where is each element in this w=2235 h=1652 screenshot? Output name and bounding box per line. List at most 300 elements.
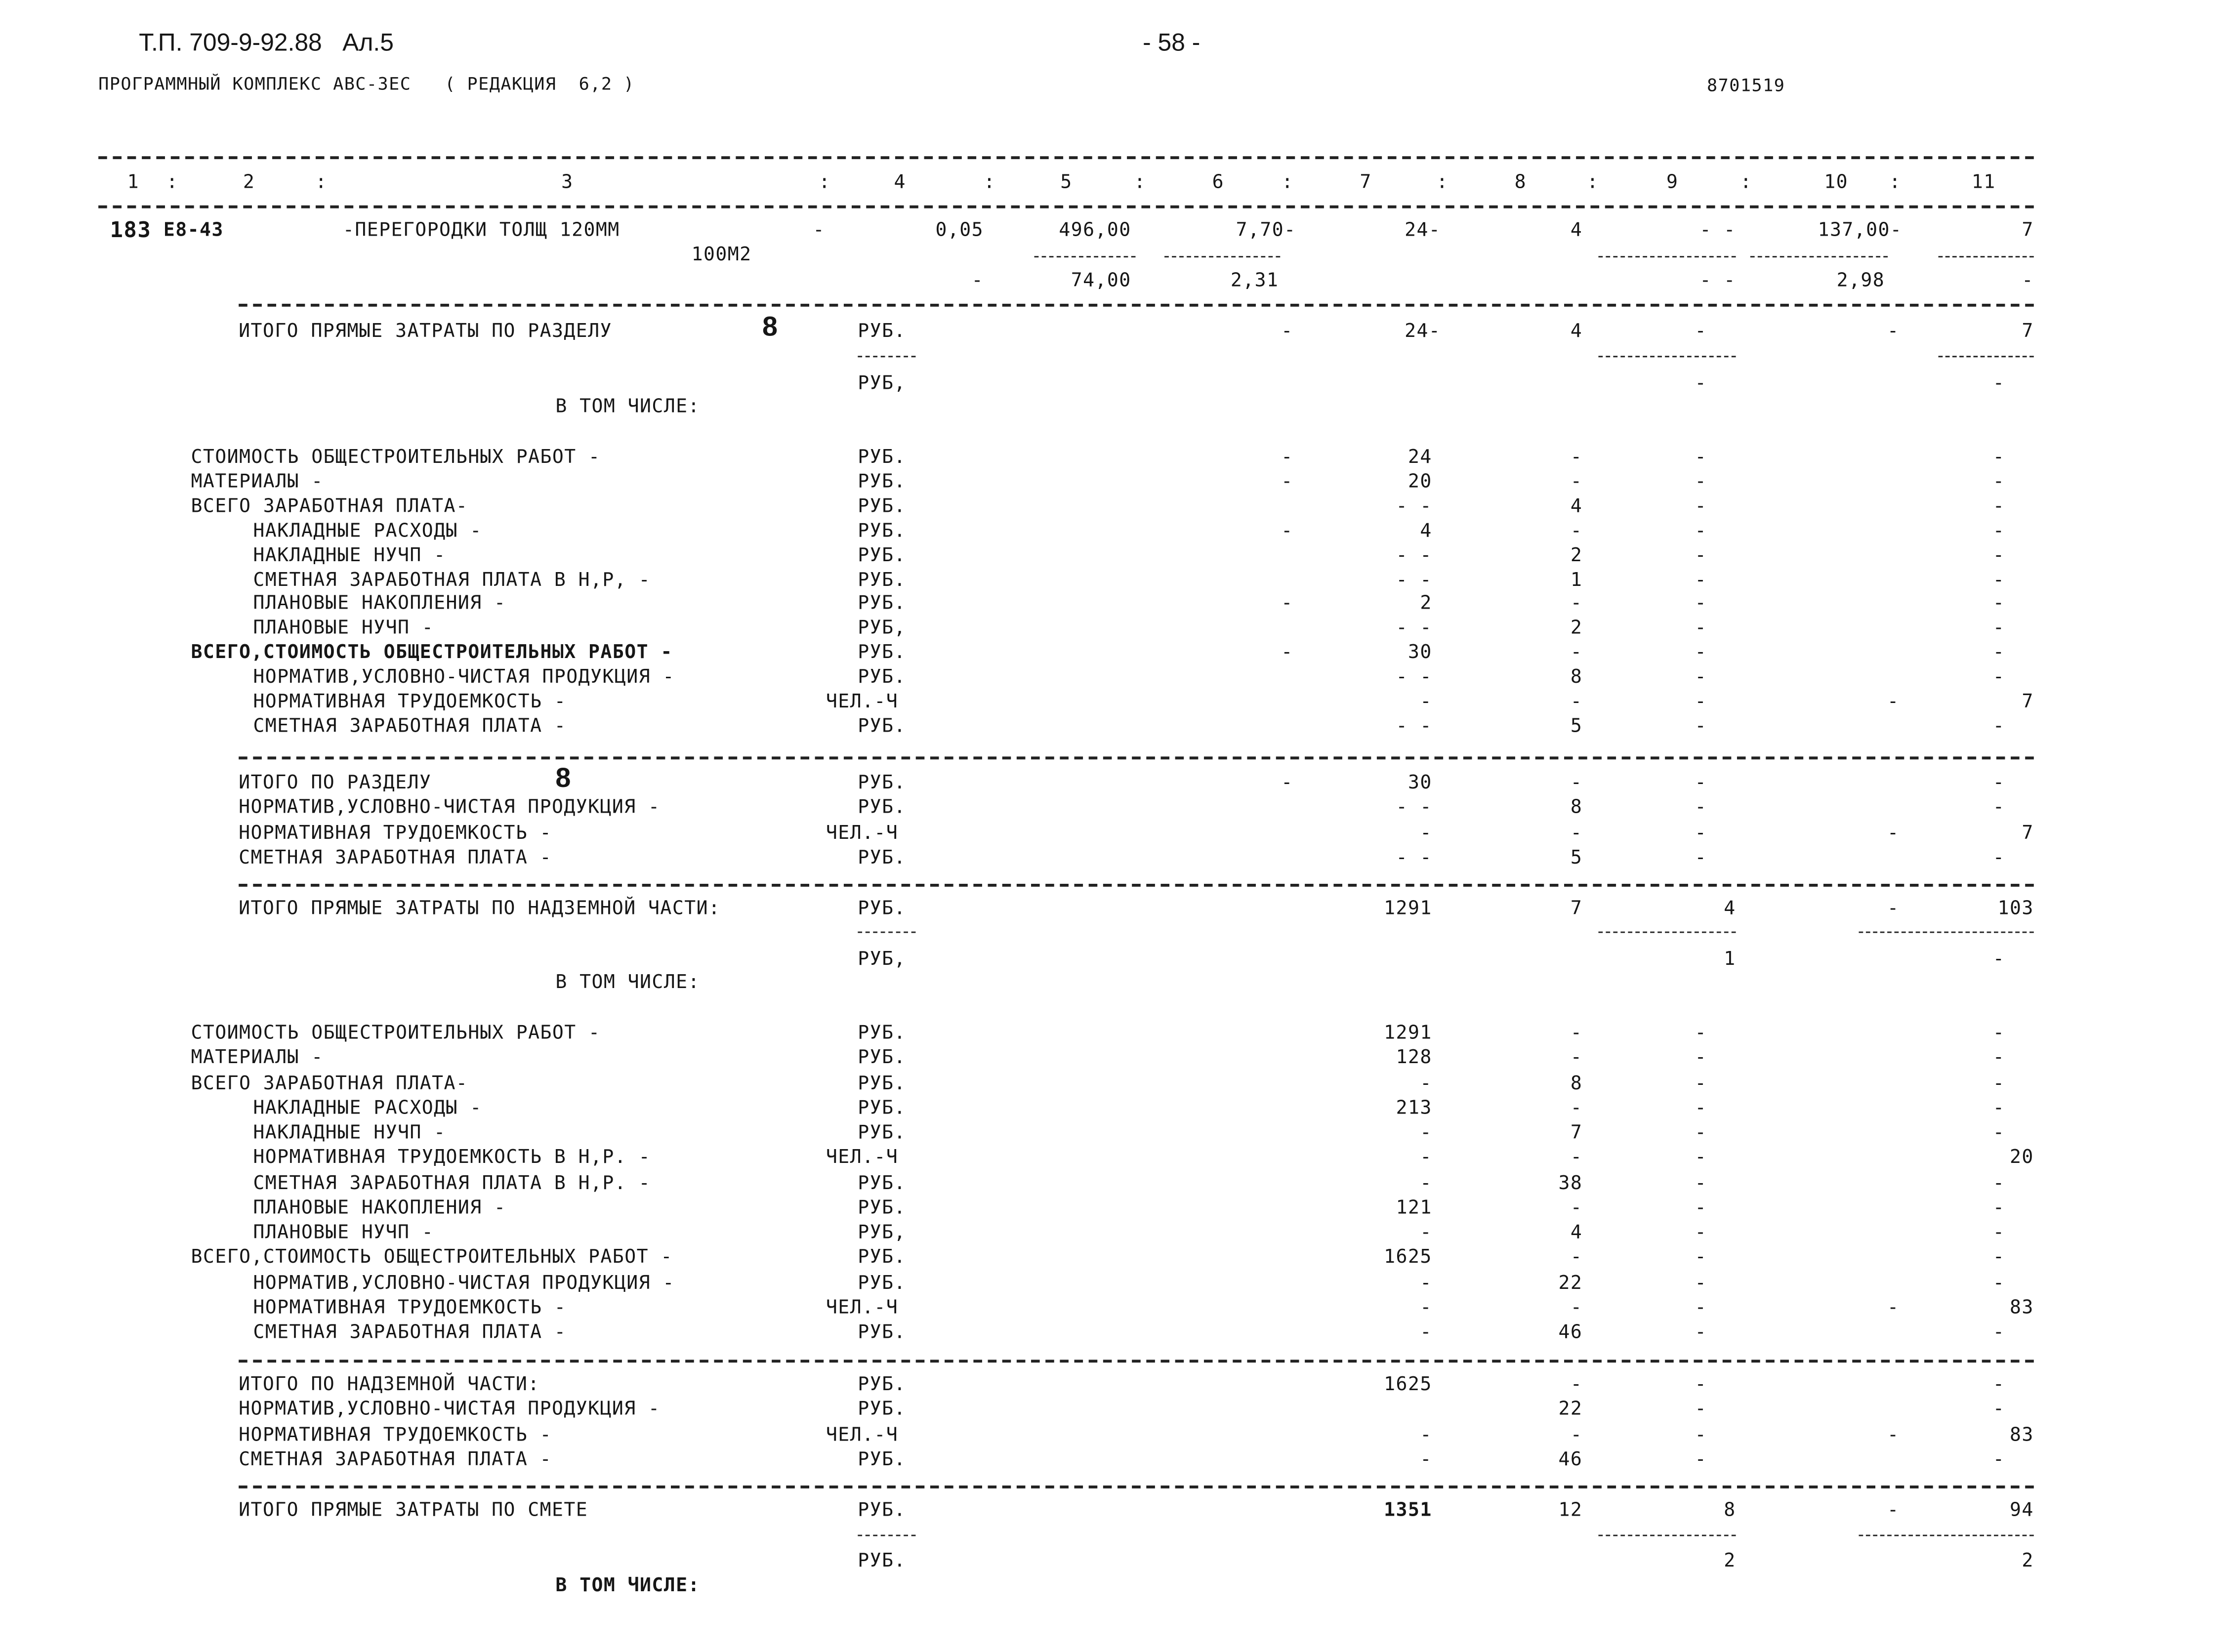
section-total-unit: РУБ. <box>858 321 906 343</box>
breakdown-row-unit: РУБ. <box>858 642 906 664</box>
estimate-total-col11-b: 2 <box>2022 1550 2034 1572</box>
above-breakdown-row-label: ПЛАНОВЫЕ НУЧП - <box>253 1222 434 1244</box>
above-breakdown-row-unit: РУБ, <box>858 1222 906 1244</box>
estimate-total-col9: 8 <box>1724 1500 1736 1522</box>
above-breakdown-row-col7: 1625 <box>1384 1247 1432 1269</box>
breakdown-row-unit: РУБ. <box>858 569 906 591</box>
above-breakdown-row-col9: - <box>1695 1272 1707 1294</box>
section-totals-row-section-number: 8 <box>555 763 572 794</box>
section-number: 8 <box>762 312 779 343</box>
above-breakdown-row-unit: РУБ. <box>858 1247 906 1269</box>
section-total-col11: 7 <box>2022 321 2034 343</box>
breakdown-row-col9: - <box>1695 716 1707 738</box>
above-breakdown-row-col8: - <box>1570 1047 1583 1070</box>
breakdown-row-unit: РУБ. <box>858 667 906 689</box>
above-breakdown-row-unit: ЧЕЛ.-Ч <box>826 1147 899 1169</box>
breakdown-row-unit: РУБ. <box>858 593 906 616</box>
section-totals-row-col9: - <box>1695 822 1707 844</box>
breakdown-row-label: НОРМАТИВ,УСЛОВНО-ЧИСТАЯ ПРОДУКЦИЯ - <box>253 667 675 689</box>
section-totals-row-col8: 8 <box>1570 797 1583 820</box>
above-totals-row-col8: 46 <box>1558 1449 1583 1471</box>
section-totals-row-unit: РУБ. <box>858 797 906 820</box>
item-machine-b: - - <box>1699 270 1736 292</box>
above-breakdown-row-col9: - <box>1695 1023 1707 1045</box>
breakdown-row-unit: РУБ. <box>858 447 906 469</box>
above-breakdown-row-label: НОРМАТИВНАЯ ТРУДОЕМКОСТЬ В Н,Р. - <box>253 1147 651 1169</box>
above-breakdown-row-col9: - <box>1695 1122 1707 1145</box>
section-totals-row-label: ИТОГО ПО РАЗДЕЛУ <box>239 772 432 794</box>
header-bottom-rule <box>98 206 2034 208</box>
above-breakdown-row-label: НОРМАТИВ,УСЛОВНО-ЧИСТАЯ ПРОДУКЦИЯ - <box>253 1272 675 1294</box>
above-breakdown-row-col8: 46 <box>1558 1322 1583 1344</box>
document-title: Т.П. 709-9-92.88 Ал.5 <box>139 29 394 57</box>
breakdown-row-col9: - <box>1695 593 1707 616</box>
breakdown-row-col9: - <box>1695 618 1707 640</box>
column-header-4: 4 <box>894 172 906 194</box>
breakdown-row-col8: 1 <box>1570 569 1583 591</box>
item-unit: 100М2 <box>691 244 752 266</box>
item-labour-rate: 137,00- <box>1818 220 1903 242</box>
item-unit-cost: 496,00 <box>1059 220 1131 242</box>
above-breakdown-row-col11: 20 <box>2009 1147 2034 1169</box>
above-totals-row-col11: 83 <box>2009 1424 2034 1446</box>
above-totals-row-col7: 1625 <box>1384 1374 1432 1396</box>
breakdown-row-col8: 2 <box>1570 544 1583 567</box>
above-breakdown-row-col7: 121 <box>1396 1197 1432 1219</box>
breakdown-row-col11: - <box>1992 520 2005 542</box>
above-breakdown-row-col7: - <box>1420 1172 1432 1195</box>
section-totals-row-col11: - <box>1992 797 2005 820</box>
column-header-11: 11 <box>1971 172 1996 194</box>
item-code: E8-43 <box>163 220 224 242</box>
breakdown-row-col7: 2 <box>1420 593 1432 616</box>
section-total-unit-b: РУБ, <box>858 373 906 395</box>
above-breakdown-row-col9: - <box>1695 1322 1707 1344</box>
above-breakdown-row-unit: РУБ. <box>858 1172 906 1195</box>
above-totals-row-col8: 22 <box>1558 1399 1583 1421</box>
breakdown-row-col11: - <box>1992 471 2005 494</box>
above-breakdown-row-col7: 213 <box>1396 1097 1432 1119</box>
section-totals-row-col8: 5 <box>1570 847 1583 869</box>
estimate-total-label: ИТОГО ПРЯМЫЕ ЗАТРАТЫ ПО СМЕТЕ <box>239 1500 588 1522</box>
breakdown-row-col9: - <box>1695 496 1707 518</box>
column-header-1: 1 <box>127 172 140 194</box>
section-totals-row-col7: - - <box>1396 847 1432 869</box>
item-labour-b: - <box>2022 270 2034 292</box>
above-totals-row-unit: РУБ. <box>858 1449 906 1471</box>
breakdown-row-col6: - <box>1281 447 1293 469</box>
breakdown-row-col11: - <box>1992 593 2005 616</box>
above-totals-row-unit: РУБ. <box>858 1374 906 1396</box>
breakdown-row-col10: - <box>1887 691 1900 713</box>
section-totals-row-col9: - <box>1695 797 1707 820</box>
above-breakdown-row-col9: - <box>1695 1297 1707 1319</box>
above-totals-row-label: НОРМАТИВ,УСЛОВНО-ЧИСТАЯ ПРОДУКЦИЯ - <box>239 1399 661 1421</box>
breakdown-row-col7: - - <box>1396 496 1432 518</box>
above-breakdown-row-col9: - <box>1695 1047 1707 1070</box>
above-total-top-rule <box>239 884 2034 887</box>
above-breakdown-row-col11: - <box>1992 1172 2005 1195</box>
above-breakdown-row-col8: 7 <box>1570 1122 1583 1145</box>
breakdown-row-col9: - <box>1695 569 1707 591</box>
above-totals-row-col8: - <box>1570 1374 1583 1396</box>
above-breakdown-row-unit: РУБ. <box>858 1272 906 1294</box>
breakdown-row-col11: - <box>1992 642 2005 664</box>
above-breakdown-row-col8: 38 <box>1558 1172 1583 1195</box>
in-that-number-heading: В ТОМ ЧИСЛЕ: <box>555 396 700 418</box>
above-breakdown-row-col9: - <box>1695 1197 1707 1219</box>
breakdown-row-unit: РУБ. <box>858 496 906 518</box>
above-totals-row-col11: - <box>1992 1374 2005 1396</box>
section-totals-row-unit: РУБ. <box>858 847 906 869</box>
breakdown-row-col6: - <box>1281 593 1293 616</box>
breakdown-row-col8: 4 <box>1570 496 1583 518</box>
breakdown-row-col7: - - <box>1396 544 1432 567</box>
block1-rule <box>239 756 2034 759</box>
breakdown-row-col11: - <box>1992 544 2005 567</box>
breakdown-row-label: СМЕТНАЯ ЗАРАБОТНАЯ ПЛАТА - <box>253 716 567 738</box>
column-header-10: 10 <box>1824 172 1848 194</box>
breakdown-row-col7: 24 <box>1407 447 1432 469</box>
breakdown-row-col9: - <box>1695 520 1707 542</box>
above-totals-row-col10: - <box>1887 1424 1900 1446</box>
breakdown-row-col8: - <box>1570 520 1583 542</box>
column-separator: : <box>166 172 179 194</box>
above-totals-row-col11: - <box>1992 1399 2005 1421</box>
above-breakdown-row-col9: - <box>1695 1073 1707 1095</box>
above-totals-row-col8: - <box>1570 1424 1583 1446</box>
above-breakdown-row-col11: - <box>1992 1272 2005 1294</box>
item-wage-cost-b: 2,31 <box>1230 270 1279 292</box>
estimate-total-unit-b: РУБ. <box>858 1550 906 1572</box>
column-separator: : <box>1134 172 1146 194</box>
column-header-3: 3 <box>561 172 574 194</box>
above-breakdown-row-unit: РУБ. <box>858 1097 906 1119</box>
breakdown-row-col9: - <box>1695 544 1707 567</box>
item-machine: - - <box>1699 220 1736 242</box>
above-totals-row-unit: ЧЕЛ.-Ч <box>826 1424 899 1446</box>
estimate-total-col8: 12 <box>1558 1500 1583 1522</box>
section-total-divider-unit <box>858 356 915 357</box>
section-totals-row-col7: 30 <box>1407 772 1432 794</box>
above-breakdown-row-unit: РУБ. <box>858 1122 906 1145</box>
breakdown-row-col8: - <box>1570 593 1583 616</box>
above-breakdown-row-col11: - <box>1992 1122 2005 1145</box>
section-total-col6: - <box>1281 321 1293 343</box>
estimate-total-col7: 1351 <box>1384 1500 1432 1522</box>
above-breakdown-row-label: ВСЕГО,СТОИМОСТЬ ОБЩЕСТРОИТЕЛЬНЫХ РАБОТ - <box>191 1247 673 1269</box>
breakdown-row-col8: - <box>1570 691 1583 713</box>
section-totals-row-col11: - <box>1992 772 2005 794</box>
section-totals-row-col7: - <box>1420 822 1432 844</box>
above-breakdown-row-col11: - <box>1992 1097 2005 1119</box>
above-total-divider-11 <box>1859 932 2033 933</box>
above-breakdown-row-label: ПЛАНОВЫЕ НАКОПЛЕНИЯ - <box>253 1197 506 1219</box>
above-breakdown-row-unit: РУБ. <box>858 1073 906 1095</box>
breakdown-row-label: ВСЕГО ЗАРАБОТНАЯ ПЛАТА- <box>191 496 468 518</box>
above-breakdown-row-col11: - <box>1992 1047 2005 1070</box>
breakdown-row-col9: - <box>1695 691 1707 713</box>
breakdown-row-unit: ЧЕЛ.-Ч <box>826 691 899 713</box>
estimate-total-divider-11 <box>1859 1535 2033 1536</box>
section-total-divider-11 <box>1939 356 2034 357</box>
breakdown-row-col11: - <box>1992 496 2005 518</box>
breakdown-row-label: СТОИМОСТЬ ОБЩЕСТРОИТЕЛЬНЫХ РАБОТ - <box>191 447 601 469</box>
section-totals-row-col10: - <box>1887 822 1900 844</box>
above-breakdown-row-label: МАТЕРИАЛЫ - <box>191 1047 324 1070</box>
above-total-unit: РУБ. <box>858 898 906 920</box>
breakdown-row-unit: РУБ. <box>858 520 906 542</box>
estimate-total-col11: 94 <box>2009 1500 2034 1522</box>
section-total-col8: 4 <box>1570 321 1583 343</box>
estimate-total-col10: - <box>1887 1500 1900 1522</box>
breakdown-row-col6: - <box>1281 642 1293 664</box>
above-breakdown-row-col9: - <box>1695 1147 1707 1169</box>
above-breakdown-row-col8: - <box>1570 1023 1583 1045</box>
header-top-rule <box>98 156 2034 159</box>
breakdown-row-unit: РУБ, <box>858 618 906 640</box>
breakdown-row-col11: - <box>1992 667 2005 689</box>
above-breakdown-row-label: НАКЛАДНЫЕ НУЧП - <box>253 1122 446 1145</box>
breakdown-row-col7: - - <box>1396 667 1432 689</box>
in-that-number-heading: В ТОМ ЧИСЛЕ: <box>555 1575 700 1597</box>
breakdown-row-col7: - - <box>1396 618 1432 640</box>
breakdown-row-col8: 2 <box>1570 618 1583 640</box>
above-totals-row-label: СМЕТНАЯ ЗАРАБОТНАЯ ПЛАТА - <box>239 1449 552 1471</box>
above-breakdown-row-col7: - <box>1420 1222 1432 1244</box>
above-breakdown-row-col7: - <box>1420 1147 1432 1169</box>
estimate-total-divider-9 <box>1598 1535 1736 1536</box>
above-total-col10: - <box>1887 898 1900 920</box>
above-breakdown-row-unit: РУБ. <box>858 1023 906 1045</box>
breakdown-row-col8: - <box>1570 471 1583 494</box>
column-separator: : <box>819 172 831 194</box>
breakdown-row-col8: 8 <box>1570 667 1583 689</box>
breakdown-row-col9: - <box>1695 642 1707 664</box>
item-unit-cost-b: 74,00 <box>1071 270 1131 292</box>
section-totals-row-col6: - <box>1281 772 1293 794</box>
above-totals-row-unit: РУБ. <box>858 1399 906 1421</box>
above-breakdown-row-col11: - <box>1992 1222 2005 1244</box>
above-totals-row-col9: - <box>1695 1449 1707 1471</box>
section-totals-row-col8: - <box>1570 822 1583 844</box>
above-breakdown-row-col11: - <box>1992 1247 2005 1269</box>
item-number: 183 <box>110 217 152 243</box>
above-breakdown-row-label: СМЕТНАЯ ЗАРАБОТНАЯ ПЛАТА - <box>253 1322 567 1344</box>
column-header-9: 9 <box>1666 172 1679 194</box>
section-total-col7: 24- <box>1405 321 1441 343</box>
column-header-6: 6 <box>1212 172 1225 194</box>
section-totals-row-col8: - <box>1570 772 1583 794</box>
above-breakdown-row-col9: - <box>1695 1172 1707 1195</box>
column-separator: : <box>984 172 996 194</box>
above-total-label: ИТОГО ПРЯМЫЕ ЗАТРАТЫ ПО НАДЗЕМНОЙ ЧАСТИ: <box>239 898 721 920</box>
above-breakdown-row-col9: - <box>1695 1097 1707 1119</box>
breakdown-row-col7: - - <box>1396 716 1432 738</box>
estimate-total-col9-b: 2 <box>1724 1550 1736 1572</box>
breakdown-row-col9: - <box>1695 447 1707 469</box>
section-totals-row-col7: - - <box>1396 797 1432 820</box>
breakdown-row-col9: - <box>1695 667 1707 689</box>
above-breakdown-row-label: СМЕТНАЯ ЗАРАБОТНАЯ ПЛАТА В Н,Р. - <box>253 1172 651 1195</box>
above-totals-row-col11: - <box>1992 1449 2005 1471</box>
above-breakdown-row-col8: 4 <box>1570 1222 1583 1244</box>
column-separator: : <box>315 172 328 194</box>
above-breakdown-row-unit: РУБ. <box>858 1322 906 1344</box>
above-breakdown-row-col8: - <box>1570 1197 1583 1219</box>
above-breakdown-row-col11: - <box>1992 1023 2005 1045</box>
document-code: 8701519 <box>1707 75 1785 96</box>
breakdown-row-col8: 5 <box>1570 716 1583 738</box>
estimate-total-top-rule <box>239 1486 2034 1488</box>
breakdown-row-unit: РУБ. <box>858 544 906 567</box>
column-separator: : <box>1587 172 1599 194</box>
section-totals-row-label: СМЕТНАЯ ЗАРАБОТНАЯ ПЛАТА - <box>239 847 552 869</box>
breakdown-row-col7: 20 <box>1407 471 1432 494</box>
section-totals-row-col9: - <box>1695 772 1707 794</box>
above-total-col8: 7 <box>1570 898 1583 920</box>
item-wages: 4 <box>1570 220 1583 242</box>
breakdown-row-col8: - <box>1570 642 1583 664</box>
breakdown-row-unit: РУБ. <box>858 716 906 738</box>
breakdown-row-label: НАКЛАДНЫЕ РАСХОДЫ - <box>253 520 482 542</box>
above-breakdown-row-col7: - <box>1420 1122 1432 1145</box>
item-divider-11 <box>1939 256 2034 257</box>
breakdown-row-label: ВСЕГО,СТОИМОСТЬ ОБЩЕСТРОИТЕЛЬНЫХ РАБОТ - <box>191 642 673 664</box>
above-totals-row-label: ИТОГО ПО НАДЗЕМНОЙ ЧАСТИ: <box>239 1374 540 1396</box>
section-total-col9: - <box>1695 321 1707 343</box>
above-breakdown-row-col9: - <box>1695 1247 1707 1269</box>
breakdown-row-col7: - - <box>1396 569 1432 591</box>
item-divider-9 <box>1598 256 1736 257</box>
above-breakdown-row-col8: 8 <box>1570 1073 1583 1095</box>
column-header-2: 2 <box>243 172 255 194</box>
breakdown-row-col9: - <box>1695 471 1707 494</box>
above-breakdown-row-col7: - <box>1420 1073 1432 1095</box>
above-breakdown-row-col9: - <box>1695 1222 1707 1244</box>
above-breakdown-row-unit: РУБ. <box>858 1197 906 1219</box>
column-header-7: 7 <box>1360 172 1372 194</box>
breakdown-row-col7: 4 <box>1420 520 1432 542</box>
in-that-number-heading: В ТОМ ЧИСЛЕ: <box>555 972 700 994</box>
item-divider-6 <box>1164 256 1280 257</box>
above-breakdown-row-label: НАКЛАДНЫЕ РАСХОДЫ - <box>253 1097 482 1119</box>
above-breakdown-row-col8: - <box>1570 1247 1583 1269</box>
above-breakdown-row-col8: - <box>1570 1147 1583 1169</box>
breakdown-row-col6: - <box>1281 520 1293 542</box>
breakdown-row-label: НОРМАТИВНАЯ ТРУДОЕМКОСТЬ - <box>253 691 567 713</box>
above-breakdown-row-col7: - <box>1420 1322 1432 1344</box>
above-total-divider-unit <box>858 932 915 933</box>
above-breakdown-row-col11: - <box>1992 1197 2005 1219</box>
breakdown-row-unit: РУБ. <box>858 471 906 494</box>
item-dash-b: - <box>971 270 984 292</box>
section-total-col11-b: - <box>1992 373 2005 395</box>
breakdown-row-col6: - <box>1281 471 1293 494</box>
section-totals-row-col11: - <box>1992 847 2005 869</box>
item-name: -ПЕРЕГОРОДКИ ТОЛЩ 120ММ <box>342 220 620 242</box>
item-labour: 7 <box>2022 220 2034 242</box>
estimate-total-unit: РУБ. <box>858 1500 906 1522</box>
section-totals-row-label: НОРМАТИВ,УСЛОВНО-ЧИСТАЯ ПРОДУКЦИЯ - <box>239 797 661 820</box>
above-total-col9-b: 1 <box>1724 949 1736 971</box>
above-breakdown-row-unit: РУБ. <box>858 1047 906 1070</box>
block2-rule <box>239 1360 2034 1363</box>
item-total-cost: 24- <box>1405 220 1441 242</box>
above-total-unit-b: РУБ, <box>858 949 906 971</box>
column-separator: : <box>1889 172 1902 194</box>
breakdown-row-col11: - <box>1992 447 2005 469</box>
breakdown-row-label: НАКЛАДНЫЕ НУЧП - <box>253 544 446 567</box>
above-totals-row-col7: - <box>1420 1424 1432 1446</box>
breakdown-row-col7: 30 <box>1407 642 1432 664</box>
above-breakdown-row-col7: 1291 <box>1384 1023 1432 1045</box>
breakdown-row-col11: - <box>1992 618 2005 640</box>
above-breakdown-row-col8: 22 <box>1558 1272 1583 1294</box>
breakdown-row-col11: - <box>1992 716 2005 738</box>
breakdown-row-label: СМЕТНАЯ ЗАРАБОТНАЯ ПЛАТА В Н,Р, - <box>253 569 651 591</box>
breakdown-row-label: ПЛАНОВЫЕ НУЧП - <box>253 618 434 640</box>
above-breakdown-row-col7: - <box>1420 1272 1432 1294</box>
section-total-divider-9 <box>1598 356 1736 357</box>
above-breakdown-row-col8: - <box>1570 1097 1583 1119</box>
above-total-col11: 103 <box>1997 898 2034 920</box>
item-wage-cost: 7,70- <box>1236 220 1296 242</box>
column-header-8: 8 <box>1514 172 1527 194</box>
item-quantity: 0,05 <box>935 220 984 242</box>
breakdown-row-col11: 7 <box>2022 691 2034 713</box>
section-totals-row-col11: 7 <box>2022 822 2034 844</box>
item-labour-rate-b: 2,98 <box>1836 270 1885 292</box>
estimate-total-divider-unit <box>858 1535 915 1536</box>
breakdown-row-col7: - <box>1420 691 1432 713</box>
section-totals-row-label: НОРМАТИВНАЯ ТРУДОЕМКОСТЬ - <box>239 822 552 844</box>
above-breakdown-row-col10: - <box>1887 1297 1900 1319</box>
column-separator: : <box>1436 172 1449 194</box>
column-separator: : <box>1740 172 1752 194</box>
breakdown-row-label: МАТЕРИАЛЫ - <box>191 471 324 494</box>
breakdown-row-label: ПЛАНОВЫЕ НАКОПЛЕНИЯ - <box>253 593 506 616</box>
page-number: - 58 - <box>1143 29 1200 57</box>
above-totals-row-col9: - <box>1695 1399 1707 1421</box>
breakdown-row-col8: - <box>1570 447 1583 469</box>
above-breakdown-row-label: НОРМАТИВНАЯ ТРУДОЕМКОСТЬ - <box>253 1297 567 1319</box>
above-total-divider-9 <box>1598 932 1736 933</box>
section-totals-row-unit: РУБ. <box>858 772 906 794</box>
above-breakdown-row-col11: - <box>1992 1322 2005 1344</box>
program-name: ПРОГРАММНЫЙ КОМПЛЕКС АВС-3ЕС ( РЕДАКЦИЯ 6,2 ) <box>98 74 635 94</box>
column-header-5: 5 <box>1060 172 1073 194</box>
item-divider-10 <box>1750 256 1888 257</box>
above-breakdown-row-label: СТОИМОСТЬ ОБЩЕСТРОИТЕЛЬНЫХ РАБОТ - <box>191 1023 601 1045</box>
above-totals-row-col7: - <box>1420 1449 1432 1471</box>
above-breakdown-row-label: ВСЕГО ЗАРАБОТНАЯ ПЛАТА- <box>191 1073 468 1095</box>
section-total-top-rule <box>239 304 2034 307</box>
above-breakdown-row-col7: - <box>1420 1297 1432 1319</box>
above-total-col7: 1291 <box>1384 898 1432 920</box>
column-separator: : <box>1282 172 1294 194</box>
section-total-label: ИТОГО ПРЯМЫЕ ЗАТРАТЫ ПО РАЗДЕЛУ <box>239 321 612 343</box>
above-totals-row-col9: - <box>1695 1424 1707 1446</box>
above-breakdown-row-col11: - <box>1992 1073 2005 1095</box>
above-breakdown-row-col8: - <box>1570 1297 1583 1319</box>
above-total-col11-b: - <box>1992 949 2005 971</box>
above-totals-row-label: НОРМАТИВНАЯ ТРУДОЕМКОСТЬ - <box>239 1424 552 1446</box>
above-breakdown-row-unit: ЧЕЛ.-Ч <box>826 1297 899 1319</box>
above-totals-row-col9: - <box>1695 1374 1707 1396</box>
item-divider-5 <box>1035 256 1136 257</box>
above-breakdown-row-col7: 128 <box>1396 1047 1432 1070</box>
